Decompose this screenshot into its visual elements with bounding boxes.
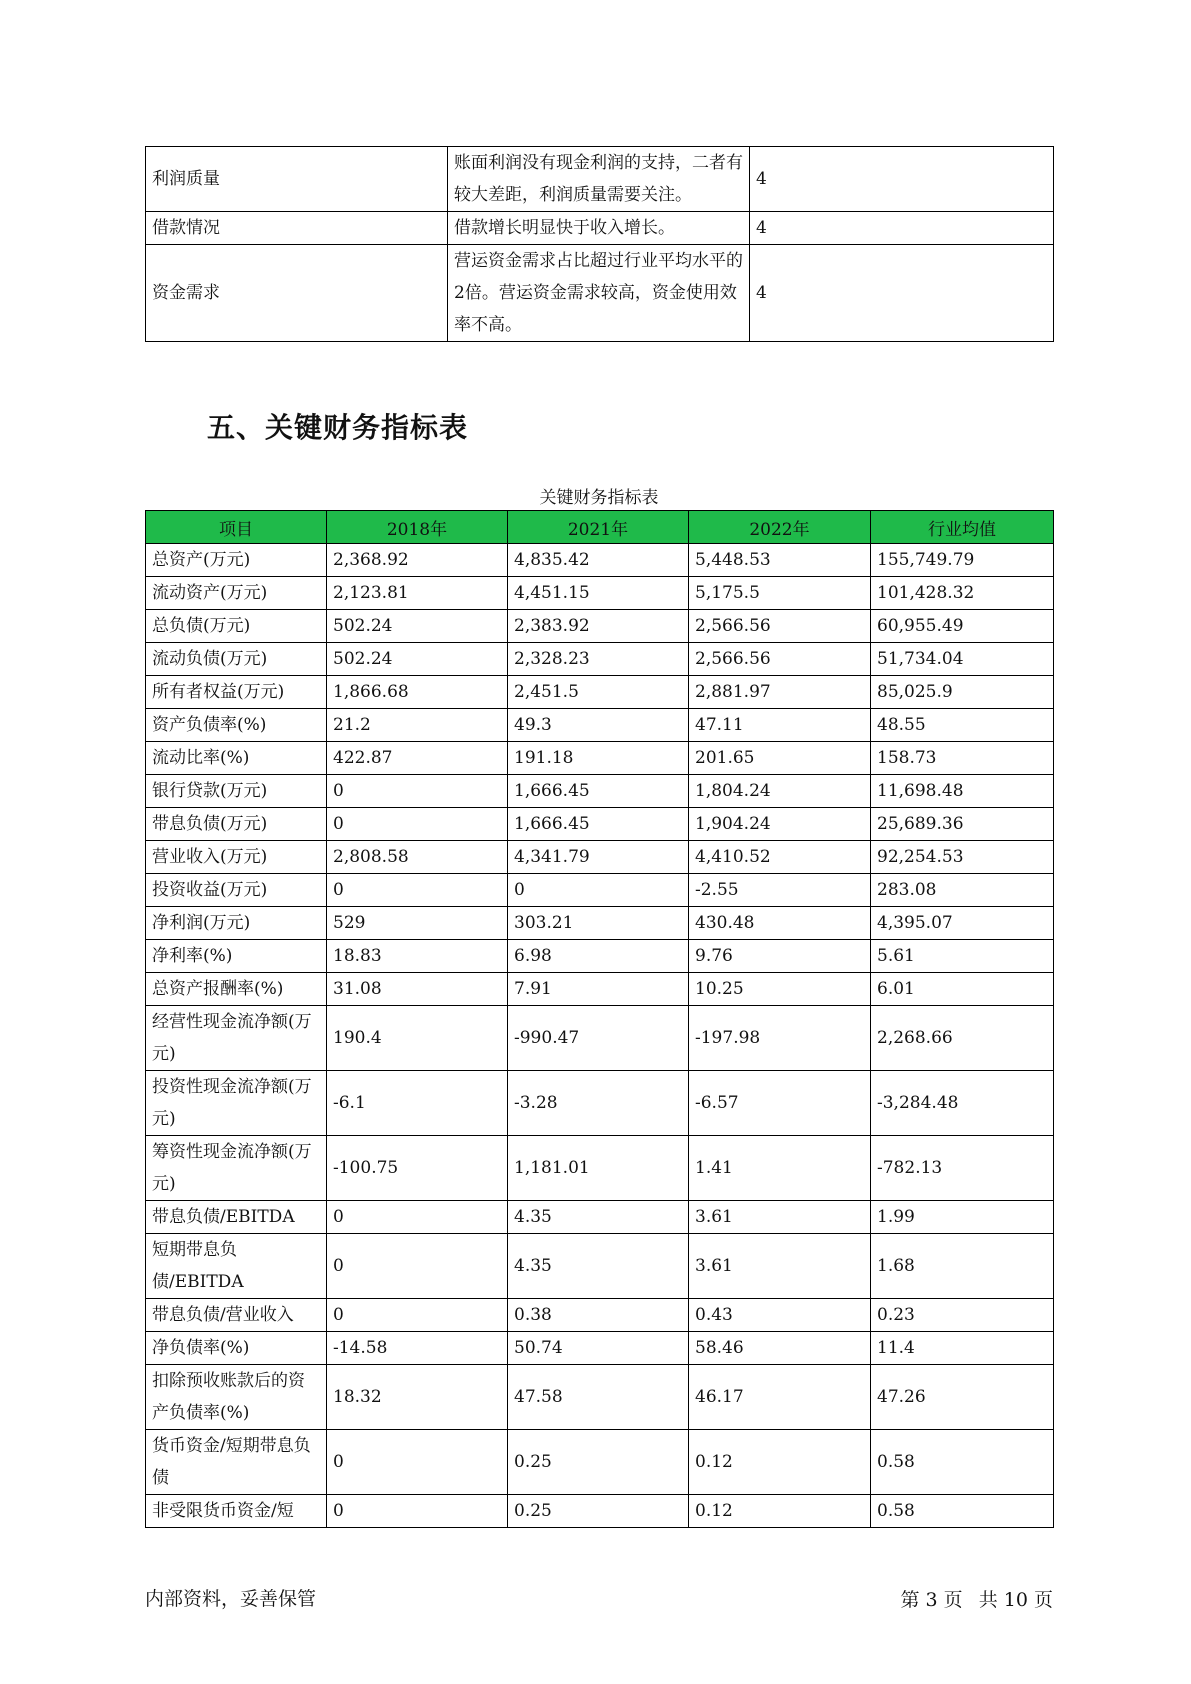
table-cell: 6.98 [508, 940, 689, 973]
table-row [146, 742, 1054, 775]
table-row [146, 1365, 1054, 1430]
risk-description: 账面利润没有现金利润的支持，二者有较大差距，利润质量需要关注。 [448, 147, 750, 212]
table-cell: 1.99 [871, 1201, 1054, 1234]
table-cell: 0.58 [871, 1430, 1054, 1495]
table-cell: 0.43 [689, 1299, 871, 1332]
table-cell: 191.18 [508, 742, 689, 775]
table-cell: 0.38 [508, 1299, 689, 1332]
table-cell: 51,734.04 [871, 643, 1054, 676]
risk-row [146, 212, 1054, 245]
risk-item: 借款情况 [146, 212, 448, 245]
table-row [146, 610, 1054, 643]
table-row [146, 808, 1054, 841]
risk-description: 营运资金需求占比超过行业平均水平的2倍。营运资金需求较高，资金使用效率不高。 [448, 245, 750, 342]
row-label: 净利润(万元) [146, 907, 327, 940]
row-label: 净利率(%) [146, 940, 327, 973]
row-label: 货币资金/短期带息负债 [146, 1430, 327, 1495]
table-cell: -197.98 [689, 1006, 871, 1071]
row-label: 净负债率(%) [146, 1332, 327, 1365]
table-cell: 155,749.79 [871, 544, 1054, 577]
risk-item: 利润质量 [146, 147, 448, 212]
risk-description: 借款增长明显快于收入增长。 [448, 212, 750, 245]
risk-item: 资金需求 [146, 245, 448, 342]
table-row [146, 1201, 1054, 1234]
table-cell: 0 [327, 874, 508, 907]
section-title: 五、关键财务指标表 [207, 411, 469, 444]
column-header: 项目 [146, 511, 327, 544]
table-cell: 49.3 [508, 709, 689, 742]
table-cell: 1,866.68 [327, 676, 508, 709]
table-cell: 0 [327, 775, 508, 808]
table-cell: 0.12 [689, 1430, 871, 1495]
row-label: 营业收入(万元) [146, 841, 327, 874]
table-cell: 0 [327, 808, 508, 841]
table-cell: 502.24 [327, 610, 508, 643]
table-cell: 2,383.92 [508, 610, 689, 643]
table-cell: 4,395.07 [871, 907, 1054, 940]
table-cell: 303.21 [508, 907, 689, 940]
table-cell: 201.65 [689, 742, 871, 775]
row-label: 带息负债/EBITDA [146, 1201, 327, 1234]
table-cell: 1,904.24 [689, 808, 871, 841]
table-row [146, 577, 1054, 610]
table-cell: 2,451.5 [508, 676, 689, 709]
row-label: 资产负债率(%) [146, 709, 327, 742]
table-cell: 4.35 [508, 1234, 689, 1299]
table-cell: 0.58 [871, 1495, 1054, 1528]
table-cell: 46.17 [689, 1365, 871, 1430]
table-row [146, 775, 1054, 808]
row-label: 经营性现金流净额(万元) [146, 1006, 327, 1071]
footer-confidential-note: 内部资料，妥善保管 [145, 1588, 317, 1610]
table-cell: 0.12 [689, 1495, 871, 1528]
row-label: 总资产报酬率(%) [146, 973, 327, 1006]
risk-row [146, 245, 1054, 342]
table-cell: 10.25 [689, 973, 871, 1006]
page-total: 共 10 页 [978, 1589, 1053, 1611]
table-row [146, 874, 1054, 907]
table-cell: 0 [327, 1430, 508, 1495]
table-row [146, 544, 1054, 577]
table-cell: 430.48 [689, 907, 871, 940]
table-cell: 58.46 [689, 1332, 871, 1365]
table-cell: 3.61 [689, 1234, 871, 1299]
table-cell: 47.11 [689, 709, 871, 742]
table-cell: 0 [327, 1495, 508, 1528]
table-cell: -6.57 [689, 1071, 871, 1136]
table-cell: 4,410.52 [689, 841, 871, 874]
table-cell: 1.68 [871, 1234, 1054, 1299]
table-cell: 4.35 [508, 1201, 689, 1234]
column-header: 行业均值 [871, 511, 1054, 544]
table-cell: 25,689.36 [871, 808, 1054, 841]
table-cell: 529 [327, 907, 508, 940]
risk-score: 4 [750, 147, 1054, 212]
table-cell: 47.26 [871, 1365, 1054, 1430]
table-row [146, 676, 1054, 709]
row-label: 总资产(万元) [146, 544, 327, 577]
table-row [146, 709, 1054, 742]
table-cell: 60,955.49 [871, 610, 1054, 643]
table-cell: 47.58 [508, 1365, 689, 1430]
table-cell: 158.73 [871, 742, 1054, 775]
table-cell: 502.24 [327, 643, 508, 676]
table-cell: 2,881.97 [689, 676, 871, 709]
table-cell: -990.47 [508, 1006, 689, 1071]
table-caption: 关键财务指标表 [539, 488, 659, 508]
table-cell: 48.55 [871, 709, 1054, 742]
table-cell: 4,835.42 [508, 544, 689, 577]
footer-page-info [891, 1585, 1053, 1612]
row-label: 总负债(万元) [146, 610, 327, 643]
row-label: 短期带息负债/EBITDA [146, 1234, 327, 1299]
table-row [146, 1071, 1054, 1136]
row-label: 流动负债(万元) [146, 643, 327, 676]
risk-table [145, 146, 1054, 342]
row-label: 所有者权益(万元) [146, 676, 327, 709]
risk-score: 4 [750, 212, 1054, 245]
table-row [146, 1430, 1054, 1495]
table-cell: 190.4 [327, 1006, 508, 1071]
table-cell: 422.87 [327, 742, 508, 775]
table-cell: -782.13 [871, 1136, 1054, 1201]
table-cell: 2,328.23 [508, 643, 689, 676]
row-label: 扣除预收账款后的资产负债率(%) [146, 1365, 327, 1430]
table-row [146, 1006, 1054, 1071]
page-number: 第 3 页 [900, 1589, 963, 1611]
table-row [146, 643, 1054, 676]
table-cell: 21.2 [327, 709, 508, 742]
table-row [146, 973, 1054, 1006]
table-cell: 18.83 [327, 940, 508, 973]
table-cell: 9.76 [689, 940, 871, 973]
table-cell: 2,566.56 [689, 643, 871, 676]
table-cell: 11.4 [871, 1332, 1054, 1365]
table-row [146, 1332, 1054, 1365]
table-cell: -100.75 [327, 1136, 508, 1201]
table-cell: 11,698.48 [871, 775, 1054, 808]
row-label: 筹资性现金流净额(万元) [146, 1136, 327, 1201]
table-cell: 4,341.79 [508, 841, 689, 874]
table-row [146, 1299, 1054, 1332]
table-cell: 1,666.45 [508, 775, 689, 808]
table-cell: 0.25 [508, 1430, 689, 1495]
table-cell: 0 [327, 1201, 508, 1234]
table-cell: 3.61 [689, 1201, 871, 1234]
table-cell: 5,175.5 [689, 577, 871, 610]
table-cell: 0.23 [871, 1299, 1054, 1332]
table-cell: 1.41 [689, 1136, 871, 1201]
table-row [146, 907, 1054, 940]
table-cell: -3.28 [508, 1071, 689, 1136]
table-cell: 50.74 [508, 1332, 689, 1365]
table-cell: 5,448.53 [689, 544, 871, 577]
risk-score: 4 [750, 245, 1054, 342]
column-header: 2021年 [508, 511, 689, 544]
table-cell: 7.91 [508, 973, 689, 1006]
table-cell: 1,181.01 [508, 1136, 689, 1201]
row-label: 带息负债/营业收入 [146, 1299, 327, 1332]
risk-row [146, 147, 1054, 212]
row-label: 银行贷款(万元) [146, 775, 327, 808]
column-header: 2022年 [689, 511, 871, 544]
table-cell: 85,025.9 [871, 676, 1054, 709]
table-cell: -14.58 [327, 1332, 508, 1365]
table-cell: 283.08 [871, 874, 1054, 907]
financial-indicators-table [145, 510, 1054, 1528]
table-cell: 4,451.15 [508, 577, 689, 610]
row-label: 流动比率(%) [146, 742, 327, 775]
table-cell: 2,123.81 [327, 577, 508, 610]
column-header: 2018年 [327, 511, 508, 544]
table-cell: 5.61 [871, 940, 1054, 973]
table-cell: 2,368.92 [327, 544, 508, 577]
table-cell: -2.55 [689, 874, 871, 907]
table-cell: -3,284.48 [871, 1071, 1054, 1136]
table-row [146, 1234, 1054, 1299]
table-cell: 31.08 [327, 973, 508, 1006]
table-cell: 0 [327, 1234, 508, 1299]
table-cell: 92,254.53 [871, 841, 1054, 874]
table-row [146, 940, 1054, 973]
table-cell: 2,566.56 [689, 610, 871, 643]
table-row [146, 1136, 1054, 1201]
table-row [146, 841, 1054, 874]
row-label: 投资收益(万元) [146, 874, 327, 907]
row-label: 带息负债(万元) [146, 808, 327, 841]
row-label: 投资性现金流净额(万元) [146, 1071, 327, 1136]
table-cell: -6.1 [327, 1071, 508, 1136]
table-cell: 6.01 [871, 973, 1054, 1006]
table-cell: 2,808.58 [327, 841, 508, 874]
row-label: 流动资产(万元) [146, 577, 327, 610]
table-cell: 0 [327, 1299, 508, 1332]
table-header-row [146, 511, 1054, 544]
table-cell: 1,666.45 [508, 808, 689, 841]
table-cell: 101,428.32 [871, 577, 1054, 610]
row-label: 非受限货币资金/短 [146, 1495, 327, 1528]
table-row [146, 1495, 1054, 1528]
table-cell: 0.25 [508, 1495, 689, 1528]
table-cell: 0 [508, 874, 689, 907]
table-cell: 2,268.66 [871, 1006, 1054, 1071]
table-cell: 18.32 [327, 1365, 508, 1430]
table-cell: 1,804.24 [689, 775, 871, 808]
